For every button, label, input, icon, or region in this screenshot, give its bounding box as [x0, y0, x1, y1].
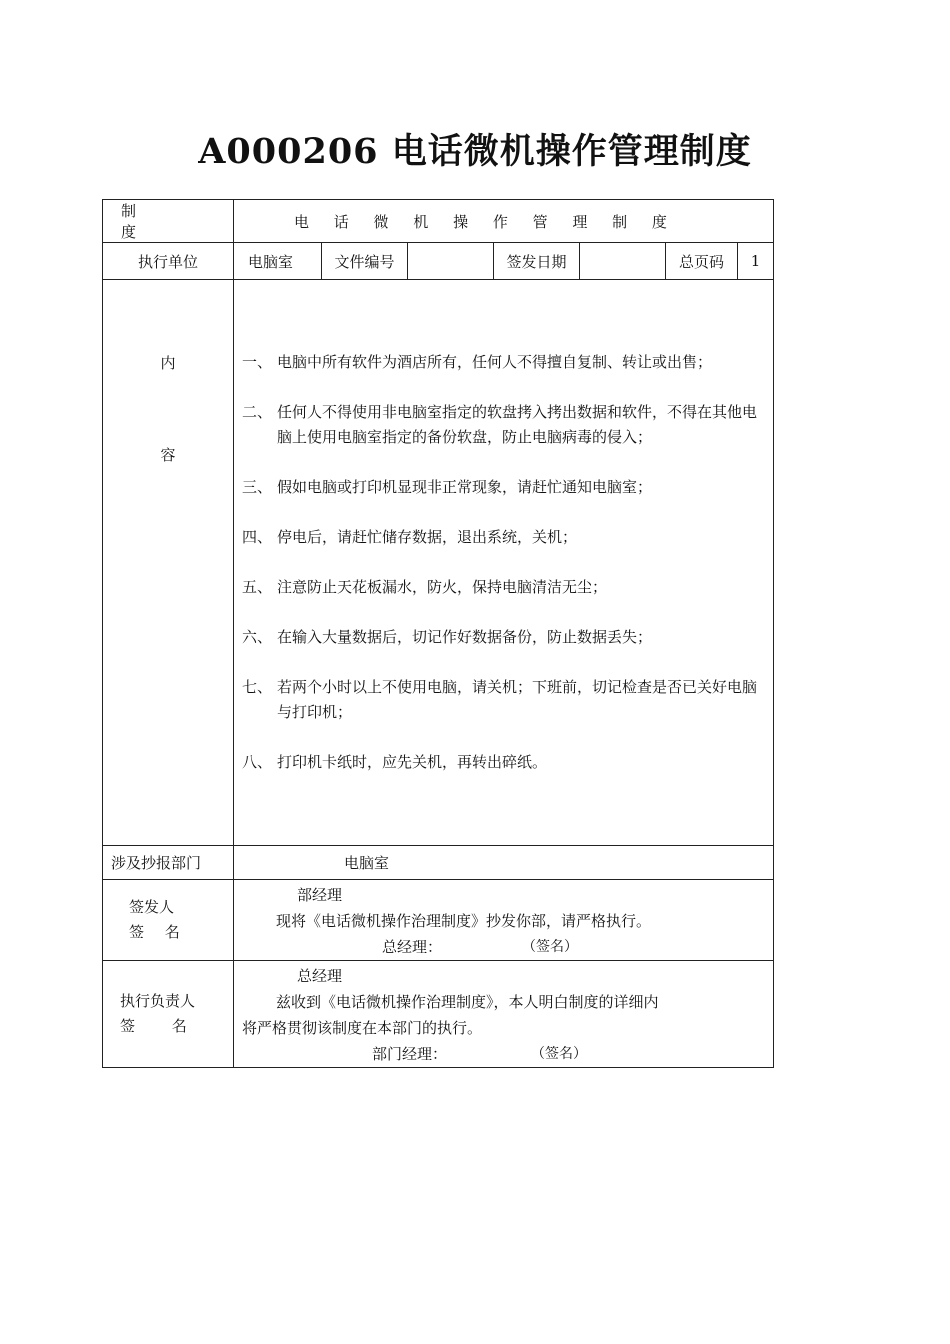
list-item: 五、 注意防止天花板漏水，防火，保持电脑清洁无尘；: [242, 578, 608, 596]
file-no-value: [408, 243, 494, 280]
total-pages-label: 总页码: [666, 243, 738, 280]
executor-line-1: 总经理: [297, 967, 343, 985]
row-content: [103, 280, 774, 846]
unit-value: 电脑室: [234, 243, 322, 280]
executor-line-3: 将严格贯彻该制度在本部门的执行。: [242, 1019, 483, 1037]
row-dept: [103, 846, 774, 880]
row-issuer: [103, 880, 774, 961]
content-items: [234, 280, 774, 846]
executor-line-2: 兹收到《电话微机操作治理制度》，本人明白制度的详细内: [276, 993, 659, 1011]
executor-label-2: 签 名: [120, 1017, 203, 1035]
list-item: 一、 电脑中所有软件为酒店所有，任何人不得擅自复制、转让或出售；: [242, 353, 713, 371]
content-label-2: 容: [160, 446, 176, 464]
issuer-label-1: 签发人: [129, 898, 175, 916]
row-unit: [103, 243, 774, 280]
list-item: 六、 在输入大量数据后，切记作好数据备份，防止数据丢失；: [242, 628, 653, 646]
system-name: 电 话 微 机 操 作 管 理 制 度: [234, 200, 774, 243]
executor-body: [234, 961, 774, 1068]
list-item: 八、 打印机卡纸时，应先关机，再转出碎纸。: [242, 753, 548, 771]
issuer-label: [103, 880, 234, 961]
list-item: 三、 假如电脑或打印机显现非正常现象，请赶忙通知电脑室；: [242, 478, 653, 496]
issuer-line-1: 部经理: [297, 886, 343, 904]
executor-sign-role: 部门经理：: [372, 1045, 448, 1063]
row-system: [103, 200, 774, 243]
content-label-1: 内: [160, 354, 176, 372]
dept-label: 涉及抄报部门: [103, 846, 234, 880]
issue-date-value: [580, 243, 666, 280]
file-no-label: 文件编号: [322, 243, 408, 280]
list-item: 七、 若两个小时以上不使用电脑，请关机；下班前，切记检查是否已关好电脑与打印机；: [242, 678, 758, 721]
unit-label: 执行单位: [103, 243, 234, 280]
list-item: 二、 任何人不得使用非电脑室指定的软盘拷入拷出数据和软件，不得在其他电脑上使用电脑室指定的备份软盘，防止电脑病毒的侵入；: [242, 403, 758, 446]
list-item: 四、 停电后，请赶忙储存数据，退出系统，关机；: [242, 528, 578, 546]
executor-label: [103, 961, 234, 1068]
issuer-body: [234, 880, 774, 961]
document-title: A000206 电话微机操作管理制度: [198, 131, 752, 172]
dept-value: 电脑室: [234, 846, 774, 880]
row-executor: [103, 961, 774, 1068]
issuer-sign-hint: （签名）: [522, 939, 579, 955]
issue-date-label: 签发日期: [494, 243, 580, 280]
total-pages-value: 1: [738, 243, 774, 280]
system-label: 制 度: [103, 200, 234, 243]
issuer-label-2: 签 名: [129, 923, 188, 941]
issuer-line-2: 现将《电话微机操作治理制度》抄发你部，请严格执行。: [276, 912, 652, 930]
executor-label-1: 执行负责人: [120, 992, 196, 1010]
content-label: [103, 280, 234, 846]
issuer-sign-role: 总经理：: [382, 938, 443, 956]
executor-sign-hint: （签名）: [531, 1046, 588, 1062]
regulation-table: [102, 199, 774, 1068]
